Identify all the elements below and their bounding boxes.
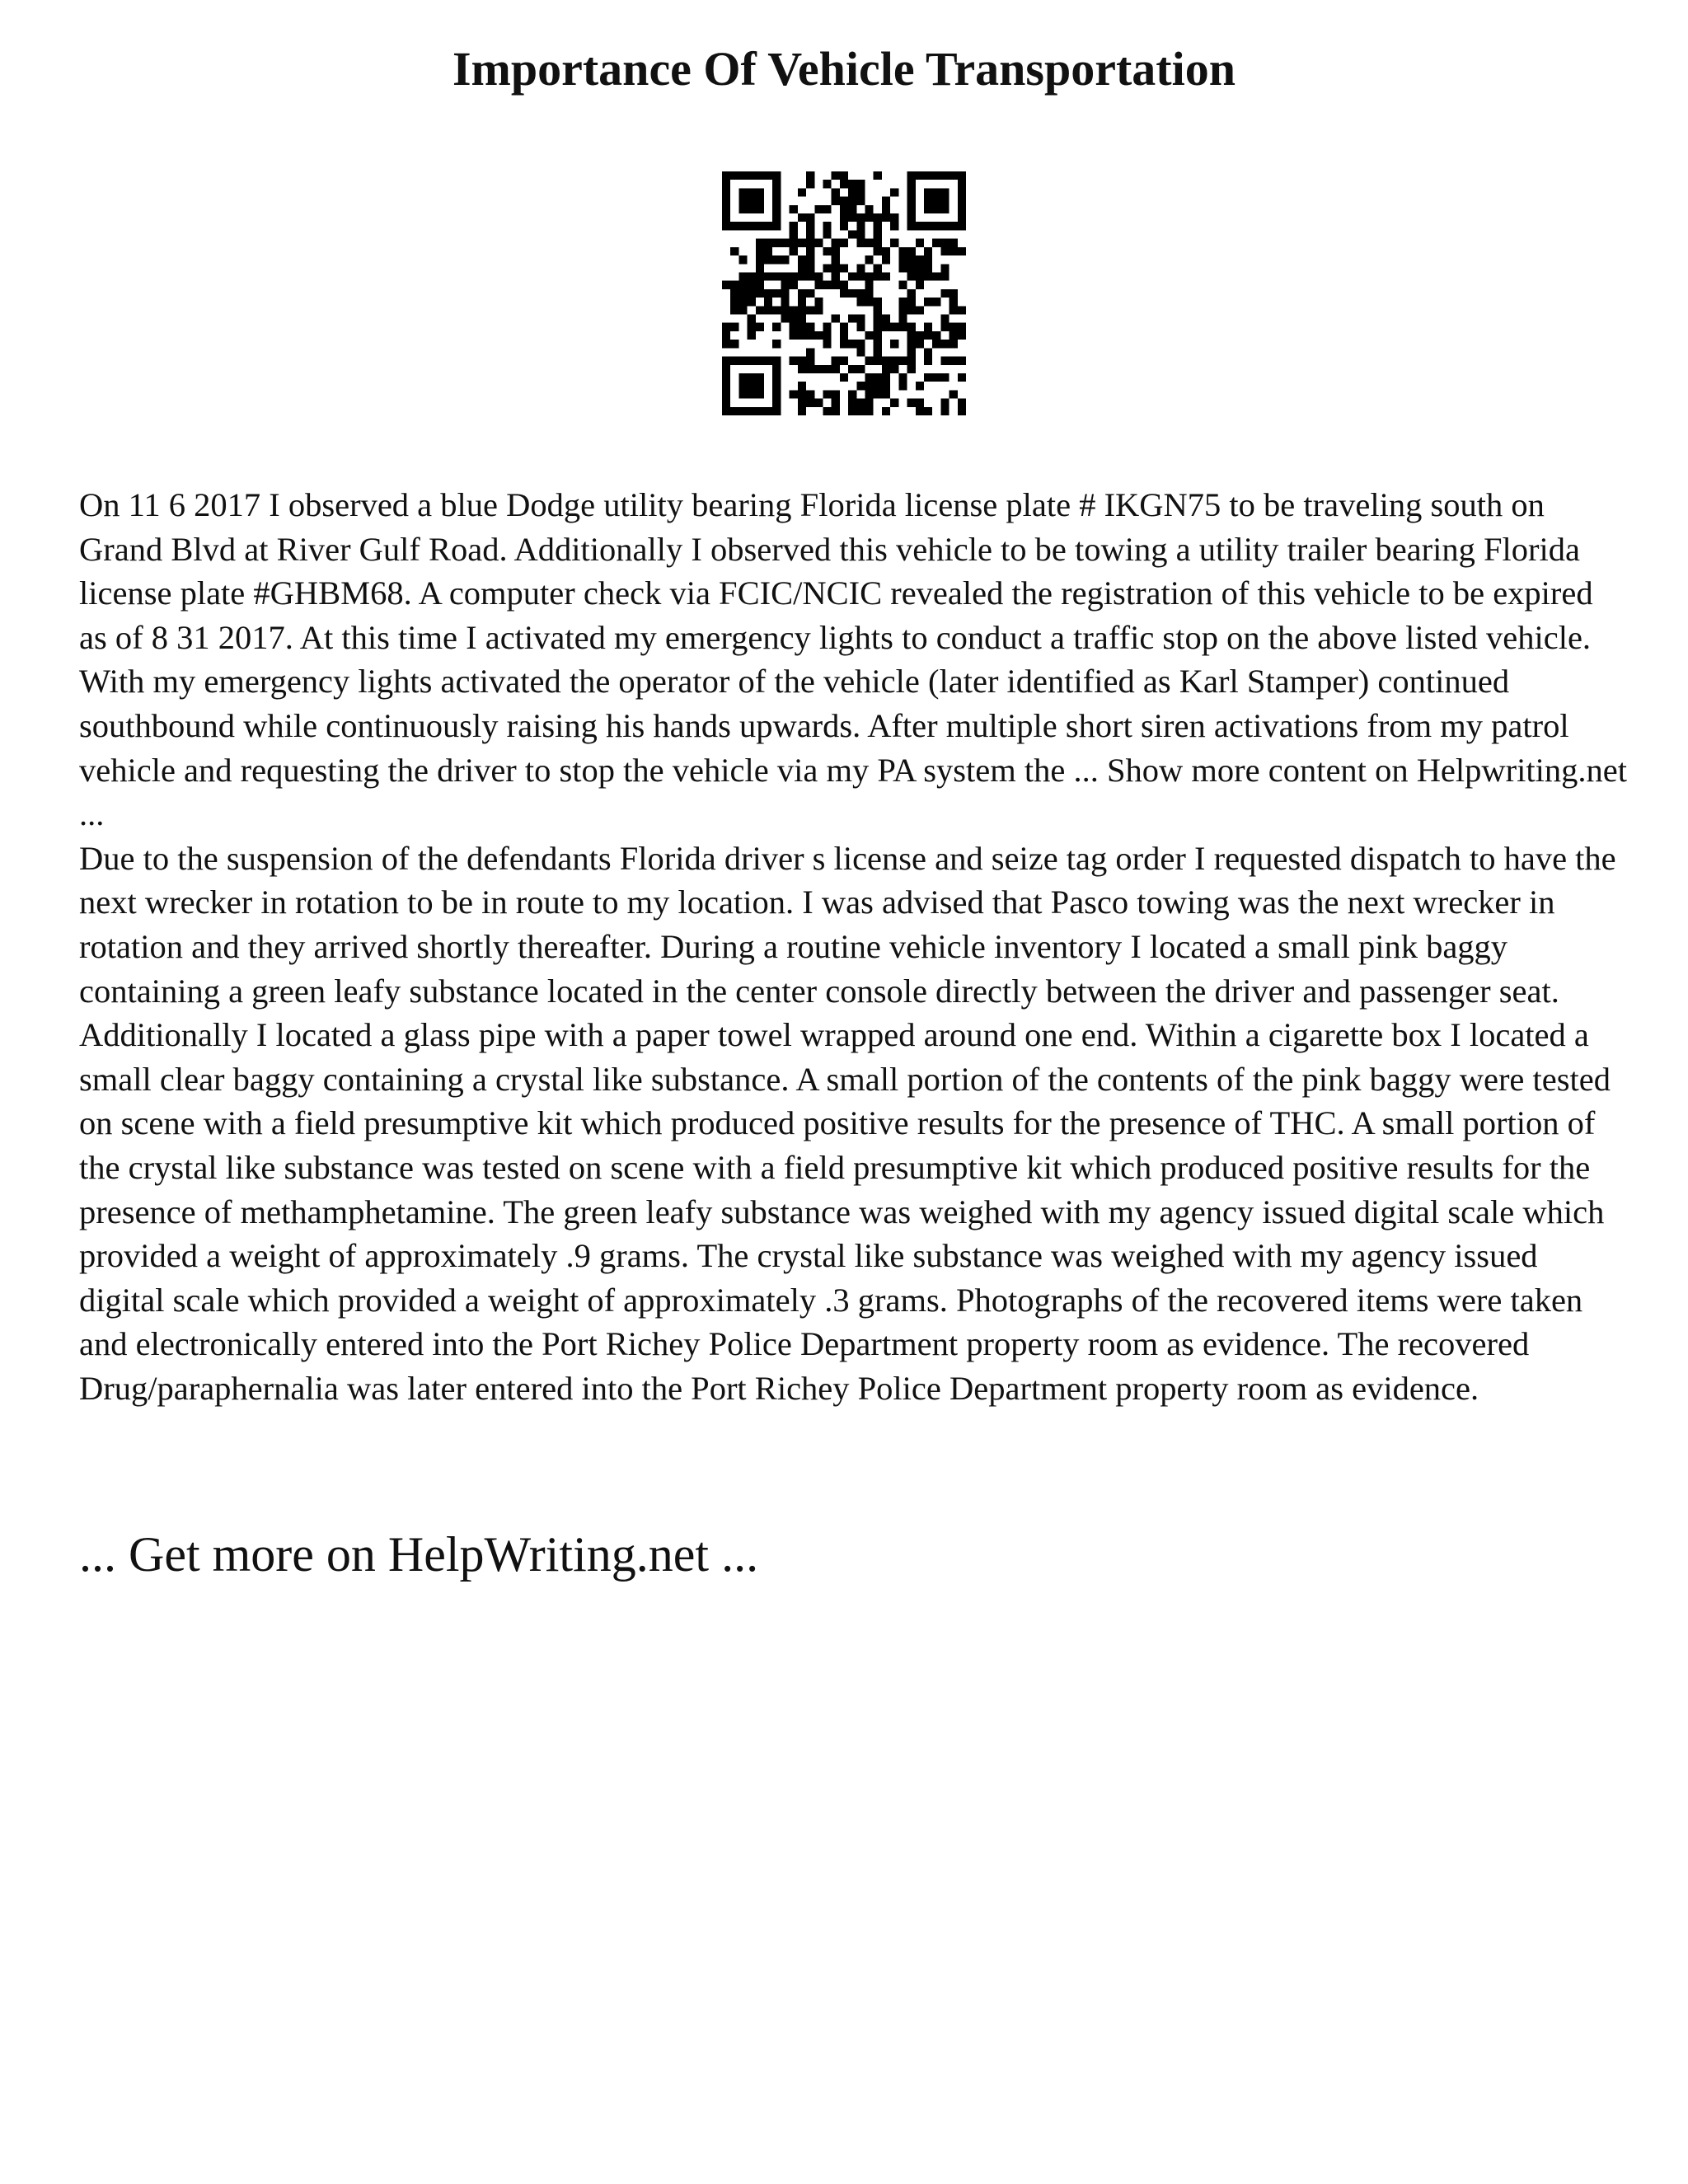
get-more-link[interactable]: ... Get more on HelpWriting.net ... bbox=[79, 1527, 759, 1582]
document-body bbox=[79, 483, 1629, 1410]
qr-code-icon bbox=[722, 171, 966, 415]
page-title: Importance Of Vehicle Transportation bbox=[452, 42, 1236, 96]
paragraph: Due to the suspension of the defendants Florida driver s license and seize tag order I requested dispatch to have the next wrecker in rotation to be in route to my location. I was advised that Pasco towing was the next wrecker in rotation and they arrived shortly thereafter. During a routine vehicle inventory I located a small pink baggy containing a green leafy substance located in the center console directly between the driver and passenger seat. Additionally I located a glass pipe with a paper towel wrapped around one end. Within a cigarette box I located a small clear baggy containing a crystal like substance. A small portion of the contents of the pink baggy were tested on scene with a field presumptive kit which produced positive results for the presence of THC. A small portion of the crystal like substance was tested on scene with a field presumptive kit which produced positive results for the presence of methamphetamine. The green leafy substance was weighed with my agency issued digital scale which provided a weight of approximately .9 grams. The crystal like substance was weighed with my agency issued digital scale which provided a weight of approximately .3 grams. Photographs of the recovered items were taken and electronically entered into the Port Richey Police Department property room as evidence. The recovered Drug/paraphernalia was later entered into the Port Richey Police Department property room as evidence. bbox=[79, 839, 1616, 1407]
paragraph: On 11 6 2017 I observed a blue Dodge utility bearing Florida license plate # IKGN75 to be traveling south on Grand Blvd at River Gulf Road. Additionally I observed this vehicle to be towing a utility trailer bearing Florida license plate #GHBM68. A computer check via FCIC/NCIC revealed the registration of this vehicle to be expired as of 8 31 2017. At this time I activated my emergency lights to conduct a traffic stop on the above listed vehicle. With my emergency lights activated the operator of the vehicle (later identified as Karl Stamper) continued southbound while continuously raising his hands upwards. After multiple short siren activations from my patrol vehicle and requesting the driver to stop the vehicle via my PA system the ... Show more content on Helpwriting.net ... bbox=[79, 486, 1628, 833]
